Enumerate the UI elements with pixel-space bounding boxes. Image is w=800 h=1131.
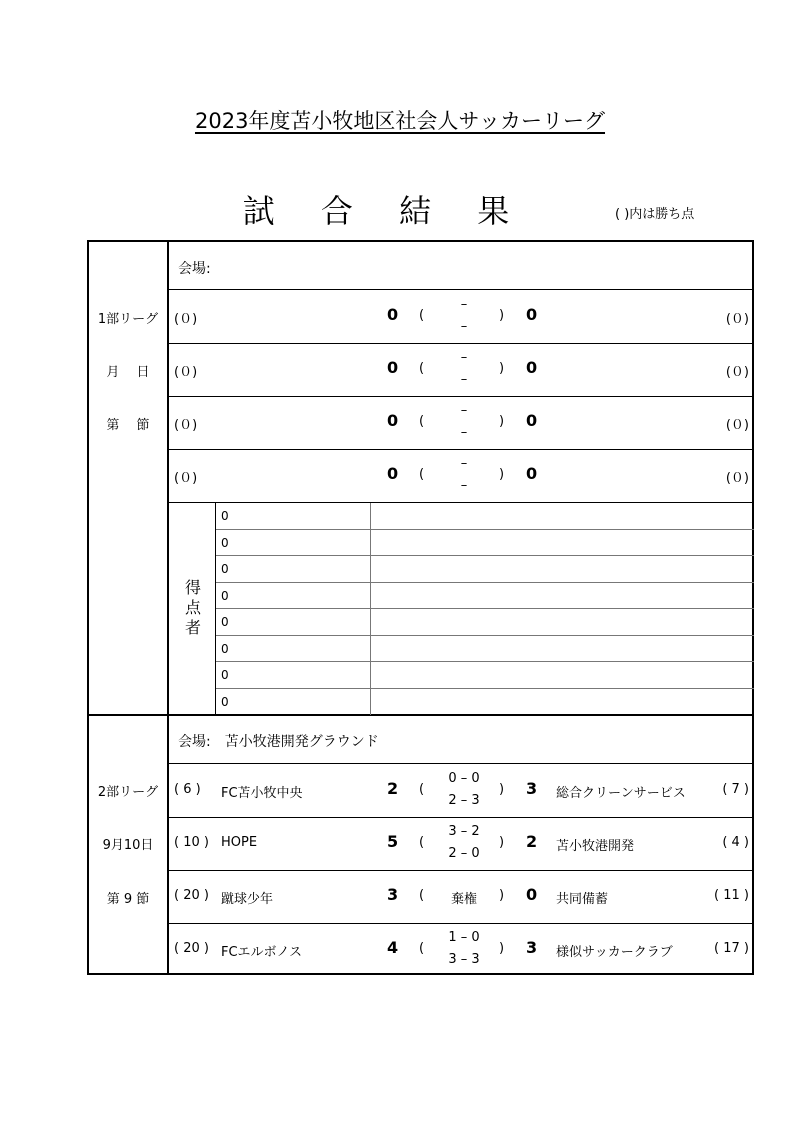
paren-open: (: [419, 941, 425, 956]
team2-score: 0: [526, 358, 538, 377]
team2-score: 3: [526, 938, 538, 957]
team2-score: 0: [526, 464, 538, 483]
second-half-score: –: [460, 425, 468, 440]
team2-name: 苫小牧港開発: [556, 839, 635, 854]
column-divider: [370, 530, 371, 556]
team1-score: 0: [387, 305, 399, 324]
team1-score: 4: [387, 938, 399, 957]
scorer-value: 0: [221, 615, 229, 629]
second-half-score: 2 – 0: [448, 846, 480, 861]
second-half-score: –: [460, 372, 468, 387]
team2-points: (０): [725, 418, 749, 433]
paren-open: (: [419, 308, 425, 323]
team1-score: 0: [387, 358, 399, 377]
points-note: ( )内は勝ち点: [615, 207, 695, 222]
league1-round: 第 節: [106, 418, 150, 433]
team1-name: 蹴球少年: [221, 892, 274, 907]
column-divider: [370, 636, 371, 662]
first-half-score: 0 – 0: [448, 771, 480, 786]
team2-points: ( 11 ): [714, 888, 749, 903]
team2-name: 様似サッカークラブ: [556, 945, 673, 960]
scorer-row: [216, 689, 754, 716]
match-row: [169, 870, 754, 923]
forfeit-label: 棄権: [450, 892, 477, 907]
team2-points: (０): [725, 312, 749, 327]
team1-score: 2: [387, 779, 399, 798]
scorer-value: 0: [221, 641, 229, 656]
left-label-column: [87, 240, 169, 975]
paren-close: ): [499, 888, 505, 903]
scorer-row: [216, 583, 754, 610]
team2-score: 3: [526, 779, 538, 798]
scorer-row: [216, 636, 754, 663]
paren-close: ): [499, 835, 505, 850]
paren-open: (: [419, 414, 425, 429]
team1-points: (０): [174, 312, 198, 327]
scorer-row: [216, 556, 754, 583]
second-half-score: –: [460, 478, 468, 493]
match-row: [169, 449, 754, 502]
paren-open: (: [419, 782, 425, 797]
scorers-grid: [216, 503, 754, 715]
league1-venue: 会場:: [178, 261, 211, 277]
team2-points: (０): [725, 471, 749, 486]
column-divider: [370, 609, 371, 635]
paren-close: ): [499, 782, 505, 797]
first-half-score: 1 – 0: [448, 930, 480, 945]
scorer-value: 0: [221, 509, 229, 523]
team1-points: (０): [174, 418, 198, 433]
team2-points: (０): [725, 365, 749, 380]
paren-close: ): [499, 361, 505, 376]
second-half-score: 2 – 3: [448, 793, 480, 808]
scorer-row: [216, 530, 754, 557]
match-row: [169, 290, 754, 343]
first-half-score: 3 – 2: [448, 824, 480, 839]
match-row: [169, 817, 754, 870]
scorers-label: 得点者: [169, 503, 216, 715]
scorer-row: [216, 609, 754, 636]
team1-name: FCエルボノス: [221, 945, 303, 960]
team2-score: 2: [526, 832, 538, 851]
team2-points: ( 17 ): [714, 941, 749, 956]
team1-name: HOPE: [221, 835, 258, 850]
column-divider: [370, 689, 371, 716]
league2-date: 9月10日: [102, 838, 154, 853]
scorer-row: [216, 662, 754, 689]
team2-name: 共同備蓄: [556, 892, 609, 907]
document-subtitle: 試 合 結 果: [242, 192, 528, 230]
league1-label: 1部リーグ: [97, 312, 159, 327]
scorer-value: 0: [221, 694, 229, 709]
column-divider: [370, 556, 371, 582]
paren-close: ): [499, 308, 505, 323]
column-divider: [370, 583, 371, 609]
team2-score: 0: [526, 411, 538, 430]
scorer-row: [216, 503, 754, 530]
team2-score: 0: [526, 305, 538, 324]
team1-points: ( 6 ): [174, 782, 201, 797]
scorer-value: 0: [221, 535, 229, 550]
team1-score: 0: [387, 464, 399, 483]
column-divider: [370, 503, 371, 529]
team1-points: (０): [174, 471, 198, 486]
first-half-score: –: [460, 350, 468, 365]
paren-open: (: [419, 361, 425, 376]
league2-venue: 会場: 苫小牧港開発グラウンド: [178, 734, 379, 750]
first-half-score: –: [460, 456, 468, 471]
league1-date: 月 日: [106, 365, 150, 380]
match-row: [169, 396, 754, 449]
team1-score: 0: [387, 411, 399, 430]
paren-open: (: [419, 888, 425, 903]
match-row: [169, 923, 754, 976]
match-row: [169, 343, 754, 396]
paren-close: ): [499, 414, 505, 429]
paren-open: (: [419, 835, 425, 850]
team1-name: FC苫小牧中央: [221, 786, 303, 801]
team2-points: ( 4 ): [722, 835, 749, 850]
scorer-value: 0: [221, 668, 229, 682]
team1-score: 5: [387, 832, 399, 851]
scorer-value: 0: [221, 562, 229, 576]
team2-points: ( 7 ): [722, 782, 749, 797]
team1-points: ( 10 ): [174, 835, 209, 850]
league1-scorers: [169, 502, 754, 714]
first-half-score: –: [460, 297, 468, 312]
scorer-value: 0: [221, 588, 229, 603]
team1-points: ( 20 ): [174, 941, 209, 956]
team1-points: ( 20 ): [174, 888, 209, 903]
first-half-score: –: [460, 403, 468, 418]
paren-close: ): [499, 467, 505, 482]
second-half-score: –: [460, 319, 468, 334]
team1-points: (０): [174, 365, 198, 380]
team2-name: 総合クリーンサービス: [556, 786, 686, 801]
league2-round: 第 9 節: [106, 892, 150, 907]
team1-score: 3: [387, 885, 399, 904]
paren-close: ): [499, 941, 505, 956]
second-half-score: 3 – 3: [448, 952, 480, 967]
match-row: [169, 764, 754, 817]
team2-score: 0: [526, 885, 538, 904]
column-divider: [370, 662, 371, 688]
paren-open: (: [419, 467, 425, 482]
league2-label: 2部リーグ: [97, 785, 159, 800]
document-title: 2023年度苫小牧地区社会人サッカーリーグ: [194, 109, 606, 133]
